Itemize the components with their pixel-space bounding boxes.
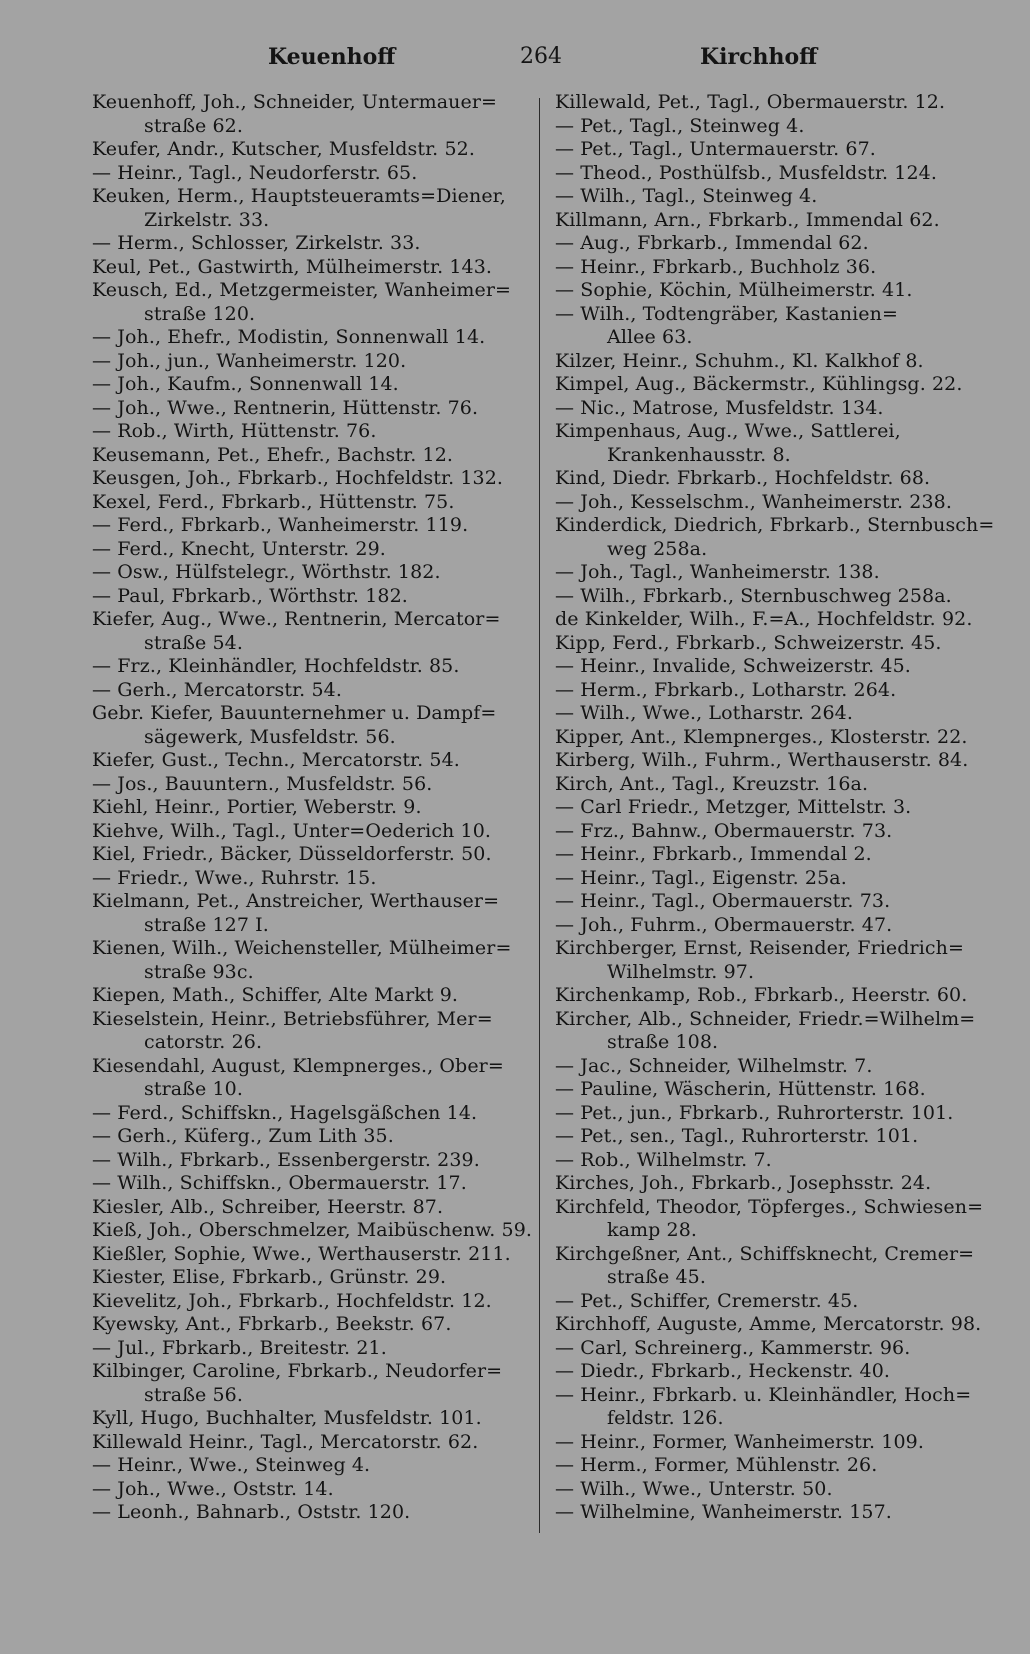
directory-entry-line: Kyll, Hugo, Buchhalter, Musfeldstr. 101.: [92, 1407, 482, 1429]
directory-entry-line: — Jul., Fbrkarb., Breitestr. 21.: [92, 1336, 387, 1359]
directory-entry-line: — Pet., Tagl., Untermauerstr. 67.: [555, 138, 876, 160]
directory-entry-line: Keusgen, Joh., Fbrkarb., Hochfeldstr. 132.: [92, 467, 504, 489]
directory-entry-line: — Friedr., Wwe., Ruhrstr. 15.: [92, 866, 377, 889]
directory-entry-line: — Theod., Posthülfsb., Musfeldstr. 124.: [555, 161, 937, 184]
directory-entry-line: straße 62.: [144, 114, 243, 137]
directory-entry-line: — Diedr., Fbrkarb., Heckenstr. 40.: [555, 1360, 891, 1382]
directory-entry-line: Kexel, Ferd., Fbrkarb., Hüttenstr. 75.: [92, 490, 455, 513]
directory-entry-line: — Pet., jun., Fbrkarb., Ruhrorterstr. 101.: [555, 1101, 954, 1124]
directory-entry-line: Allee 63.: [607, 326, 693, 348]
directory-entry-line: weg 258a.: [607, 537, 708, 560]
directory-entry-line: Kievelitz, Joh., Fbrkarb., Hochfeldstr. 12.: [92, 1289, 492, 1312]
directory-entry-line: — Wilh., Fbrkarb., Essenbergerstr. 239.: [92, 1148, 480, 1171]
directory-entry-line: — Herm., Schlosser, Zirkelstr. 33.: [92, 232, 421, 254]
directory-entry-line: Kiel, Friedr., Bäcker, Düsseldorferstr. 50.: [92, 843, 492, 865]
directory-entry-line: — Wilh., Wwe., Lotharstr. 264.: [555, 702, 854, 724]
directory-entry-line: Kiester, Elise, Fbrkarb., Grünstr. 29.: [92, 1266, 447, 1288]
directory-entry-line: straße 120.: [144, 302, 256, 325]
directory-entry-line: catorstr. 26.: [144, 1031, 263, 1053]
directory-entry-line: — Pet., Tagl., Steinweg 4.: [555, 114, 805, 137]
directory-entry-line: Kießler, Sophie, Wwe., Werthauserstr. 211.: [92, 1242, 511, 1265]
directory-entry-line: — Paul, Fbrkarb., Wörthstr. 182.: [92, 584, 408, 607]
directory-entry-line: straße 45.: [607, 1266, 706, 1288]
directory-entry-line: Kirches, Joh., Fbrkarb., Josephsstr. 24.: [555, 1172, 932, 1194]
directory-entry-line: Kiefer, Aug., Wwe., Rentnerin, Mercator=: [92, 608, 501, 630]
directory-entry-line: — Pauline, Wäscherin, Hüttenstr. 168.: [555, 1078, 926, 1100]
directory-entry-line: — Carl, Schreinerg., Kammerstr. 96.: [555, 1336, 911, 1359]
directory-entry-line: — Ferd., Fbrkarb., Wanheimerstr. 119.: [92, 514, 469, 536]
directory-entry-line: — Jac., Schneider, Wilhelmstr. 7.: [555, 1054, 873, 1077]
directory-entry-line: Kiehl, Heinr., Portier, Weberstr. 9.: [92, 796, 422, 818]
directory-entry-line: — Heinr., Wwe., Steinweg 4.: [92, 1454, 371, 1476]
directory-entry-line: straße 127 I.: [144, 913, 269, 936]
directory-entry-line: — Heinr., Fbrkarb. u. Kleinhändler, Hoch=: [555, 1383, 972, 1406]
directory-entry-line: — Nic., Matrose, Musfeldstr. 134.: [555, 396, 884, 419]
directory-entry-line: Kinderdick, Diedrich, Fbrkarb., Sternbusch=: [555, 514, 995, 536]
directory-entry-line: Kircher, Alb., Schneider, Friedr.=Wilhelm=: [555, 1007, 976, 1030]
directory-entry-line: Keuken, Herm., Hauptsteueramts=Diener,: [92, 185, 506, 207]
directory-entry-line: — Osw., Hülfstelegr., Wörthstr. 182.: [92, 561, 441, 583]
directory-entry-line: Kieselstein, Heinr., Betriebsführer, Mer=: [92, 1007, 493, 1030]
right-column: [555, 91, 995, 1525]
directory-entry-line: — Wilhelmine, Wanheimerstr. 157.: [555, 1501, 892, 1523]
directory-entry-line: Wilhelmstr. 97.: [607, 960, 755, 983]
header-right-name: Kirchhoff: [700, 44, 818, 70]
directory-entry-line: Kimpel, Aug., Bäckermstr., Kühlingsg. 22.: [555, 373, 963, 395]
left-column: [92, 91, 533, 1525]
directory-entry-line: — Ferd., Schiffskn., Hagelsgäßchen 14.: [92, 1101, 478, 1124]
directory-entry-line: — Heinr., Former, Wanheimerstr. 109.: [555, 1430, 924, 1453]
directory-entry-line: — Herm., Fbrkarb., Lotharstr. 264.: [555, 678, 897, 701]
directory-entry-line: sägewerk, Musfeldstr. 56.: [144, 725, 396, 748]
directory-entry-line: — Wilh., Tagl., Steinweg 4.: [555, 185, 818, 207]
directory-entry-line: — Wilh., Wwe., Unterstr. 50.: [555, 1477, 833, 1500]
directory-entry-line: Kipper, Ant., Klempnerges., Klosterstr. 22.: [555, 725, 968, 748]
directory-entry-line: — Wilh., Schiffskn., Obermauerstr. 17.: [92, 1172, 467, 1194]
directory-entry-line: Kilbinger, Caroline, Fbrkarb., Neudorfer=: [92, 1360, 503, 1382]
directory-entry-line: feldstr. 126.: [607, 1407, 724, 1429]
directory-entry-line: Kimpenhaus, Aug., Wwe., Sattlerei,: [555, 420, 901, 442]
directory-entry-line: — Gerh., Küferg., Zum Lith 35.: [92, 1125, 394, 1147]
directory-entry-line: — Wilh., Fbrkarb., Sternbuschweg 258a.: [555, 584, 952, 607]
directory-entry-line: — Frz., Bahnw., Obermauerstr. 73.: [555, 819, 893, 842]
directory-entry-line: Kyewsky, Ant., Fbrkarb., Beekstr. 67.: [92, 1313, 452, 1335]
directory-entry-line: — Gerh., Mercatorstr. 54.: [92, 678, 342, 701]
directory-entry-line: — Herm., Former, Mühlenstr. 26.: [555, 1454, 878, 1476]
directory-entry-line: Kirchenkamp, Rob., Fbrkarb., Heerstr. 60.: [555, 984, 968, 1006]
directory-entry-line: Kirch, Ant., Tagl., Kreuzstr. 16a.: [555, 772, 869, 795]
directory-entry-line: Killmann, Arn., Fbrkarb., Immendal 62.: [555, 208, 940, 231]
directory-entry-line: — Joh., Kaufm., Sonnenwall 14.: [92, 373, 399, 395]
directory-entry-line: Kind, Diedr. Fbrkarb., Hochfeldstr. 68.: [555, 467, 931, 489]
directory-entry-line: — Heinr., Tagl., Eigenstr. 25a.: [555, 866, 847, 889]
directory-entry-line: Kiepen, Math., Schiffer, Alte Markt 9.: [92, 984, 459, 1006]
directory-entry-line: Krankenhausstr. 8.: [607, 443, 791, 466]
directory-entry-line: Kipp, Ferd., Fbrkarb., Schweizerstr. 45.: [555, 631, 942, 654]
directory-entry-line: straße 54.: [144, 631, 243, 654]
directory-entry-line: Killewald Heinr., Tagl., Mercatorstr. 62.: [92, 1430, 479, 1453]
directory-entry-line: — Joh., Tagl., Wanheimerstr. 138.: [555, 561, 880, 583]
directory-entry-line: — Joh., Wwe., Rentnerin, Hüttenstr. 76.: [92, 396, 479, 419]
directory-entry-line: Kirberg, Wilh., Fuhrm., Werthauserstr. 84.: [555, 749, 969, 771]
directory-entry-line: — Heinr., Tagl., Neudorferstr. 65.: [92, 161, 418, 184]
directory-entry-line: — Pet., sen., Tagl., Ruhrorterstr. 101.: [555, 1125, 919, 1147]
column-divider: [539, 98, 540, 1533]
directory-entry-line: — Frz., Kleinhändler, Hochfeldstr. 85.: [92, 655, 460, 677]
directory-entry-line: Kilzer, Heinr., Schuhm., Kl. Kalkhof 8.: [555, 349, 924, 372]
directory-entry-line: Kirchgeßner, Ant., Schiffsknecht, Cremer=: [555, 1242, 975, 1265]
directory-entry-line: Keuenhoff, Joh., Schneider, Untermauer=: [92, 91, 498, 113]
directory-entry-line: — Heinr., Fbrkarb., Immendal 2.: [555, 843, 872, 865]
directory-entry-line: Kirchhoff, Auguste, Amme, Mercatorstr. 98.: [555, 1313, 982, 1335]
directory-entry-line: Kirchfeld, Theodor, Töpferges., Schwiesen=: [555, 1195, 984, 1218]
directory-entry-line: — Carl Friedr., Metzger, Mittelstr. 3.: [555, 796, 912, 818]
directory-entry-line: de Kinkelder, Wilh., F.=A., Hochfeldstr. 92.: [555, 608, 973, 630]
directory-entry-line: — Heinr., Tagl., Obermauerstr. 73.: [555, 890, 891, 912]
directory-entry-line: Kirchberger, Ernst, Reisender, Friedrich=: [555, 937, 964, 959]
directory-entry-line: — Jos., Bauuntern., Musfeldstr. 56.: [92, 772, 433, 795]
directory-entry-line: Kiefer, Gust., Techn., Mercatorstr. 54.: [92, 749, 460, 771]
directory-entry-line: Kieß, Joh., Oberschmelzer, Maibüschenw. 59.: [92, 1219, 533, 1241]
directory-entry-line: — Rob., Wirth, Hüttenstr. 76.: [92, 420, 377, 442]
directory-entry-line: — Ferd., Knecht, Unterstr. 29.: [92, 537, 386, 560]
directory-entry-line: — Leonh., Bahnarb., Oststr. 120.: [92, 1501, 411, 1523]
directory-entry-line: — Pet., Schiffer, Cremerstr. 45.: [555, 1289, 859, 1312]
directory-entry-line: — Joh., Fuhrm., Obermauerstr. 47.: [555, 913, 893, 936]
directory-entry-line: Keul, Pet., Gastwirth, Mülheimerstr. 143.: [92, 255, 493, 278]
directory-entry-line: Kielmann, Pet., Anstreicher, Werthauser=: [92, 890, 500, 912]
directory-entry-line: Keusch, Ed., Metzgermeister, Wanheimer=: [92, 279, 512, 301]
page-number: 264: [520, 44, 562, 69]
directory-entry-line: — Joh., Ehefr., Modistin, Sonnenwall 14.: [92, 326, 486, 348]
directory-entry-line: Keufer, Andr., Kutscher, Musfeldstr. 52.: [92, 138, 475, 160]
directory-entry-line: straße 56.: [144, 1383, 243, 1406]
directory-entry-line: Kienen, Wilh., Weichensteller, Mülheimer=: [92, 937, 512, 959]
directory-entry-line: straße 108.: [607, 1031, 719, 1053]
directory-entry-line: — Joh., Wwe., Oststr. 14.: [92, 1477, 334, 1500]
directory-entry-line: Gebr. Kiefer, Bauunternehmer u. Dampf=: [92, 702, 497, 724]
directory-entry-line: Zirkelstr. 33.: [144, 208, 270, 231]
directory-entry-line: — Wilh., Todtengräber, Kastanien=: [555, 302, 898, 325]
directory-entry-line: Kiehve, Wilh., Tagl., Unter=Oederich 10.: [92, 819, 492, 842]
directory-entry-line: straße 93c.: [144, 960, 254, 983]
directory-entry-line: — Sophie, Köchin, Mülheimerstr. 41.: [555, 279, 913, 301]
directory-entry-line: — Joh., Kesselschm., Wanheimerstr. 238.: [555, 490, 952, 513]
directory-entry-line: Kiesendahl, August, Klempnerges., Ober=: [92, 1054, 504, 1077]
page-header: [90, 44, 990, 80]
directory-entry-line: kamp 28.: [607, 1219, 698, 1241]
header-left-name: Keuenhoff: [268, 44, 396, 70]
directory-entry-line: Kiesler, Alb., Schreiber, Heerstr. 87.: [92, 1195, 444, 1218]
directory-entry-line: straße 10.: [144, 1078, 243, 1100]
directory-entry-line: — Joh., jun., Wanheimerstr. 120.: [92, 349, 407, 372]
directory-entry-line: — Rob., Wilhelmstr. 7.: [555, 1148, 772, 1171]
directory-entry-line: — Aug., Fbrkarb., Immendal 62.: [555, 232, 869, 254]
directory-entry-line: — Heinr., Fbrkarb., Buchholz 36.: [555, 255, 877, 278]
directory-entry-line: Keusemann, Pet., Ehefr., Bachstr. 12.: [92, 443, 454, 466]
directory-entry-line: Killewald, Pet., Tagl., Obermauerstr. 12.: [555, 91, 946, 113]
directory-entry-line: — Heinr., Invalide, Schweizerstr. 45.: [555, 655, 911, 677]
